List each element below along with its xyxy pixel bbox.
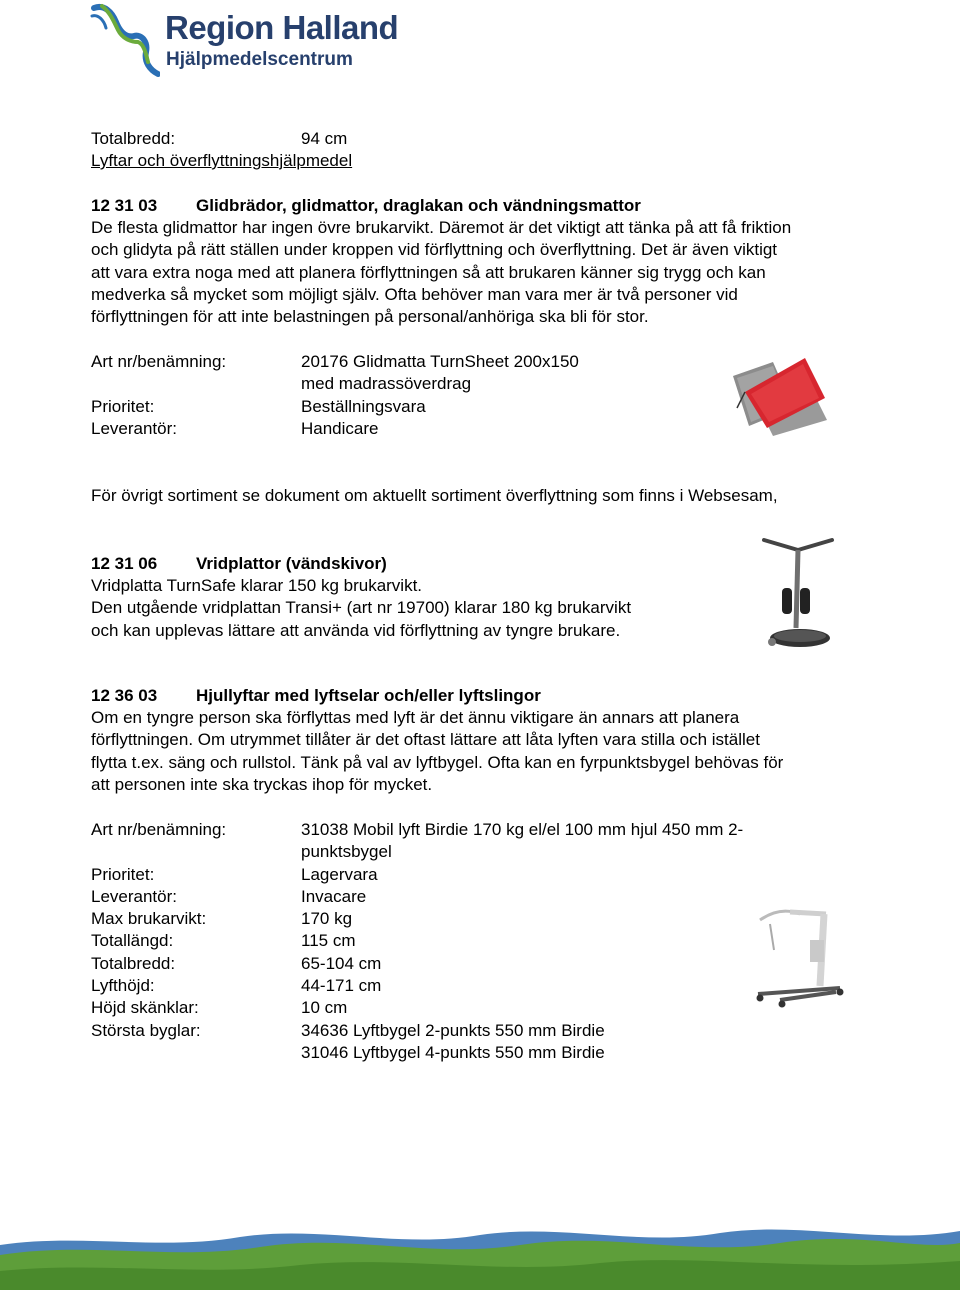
spec-label: Art nr/benämning: — [91, 820, 227, 839]
top-spec-row — [91, 128, 347, 150]
body-line: och kan upplevas lättare att använda vid förflyttning av tyngre brukare. — [91, 620, 621, 640]
logo-subtitle: Hjälpmedelscentrum — [166, 49, 353, 70]
body-line: Om en tyngre person ska förflyttas med lyft är det ännu viktigare än annars att planera — [91, 708, 740, 727]
spec-value: 10 cm — [301, 998, 348, 1018]
turntable-image — [752, 528, 842, 652]
body-line: förflyttningen. Om utrymmet tillåter är det oftast lättare att låta lyften vara stilla och istället — [91, 730, 760, 750]
spec-value: med madrassöverdrag — [301, 374, 472, 394]
spec-row — [91, 886, 743, 908]
spec-value: Lagervara — [301, 864, 378, 884]
spec-value: 31046 Lyftbygel 4-punkts 550 mm Birdie — [301, 1042, 605, 1062]
section-code: 12 31 06 — [91, 554, 158, 573]
spec-value: 115 cm — [301, 931, 356, 951]
logo-mark-icon — [90, 2, 160, 78]
spec-label: Art nr/benämning: — [91, 352, 227, 371]
section-title: Hjullyftar med lyftselar och/eller lyftslingor — [196, 686, 541, 705]
region-halland-logo — [90, 0, 410, 80]
spec-label: Lyfthöjd: — [91, 976, 155, 996]
logo-title: Region Halland — [165, 9, 399, 46]
spec-label: Höjd skänklar: — [91, 998, 199, 1018]
spec-label: Max brukarvikt: — [91, 909, 207, 929]
section-heading — [91, 685, 541, 707]
section-heading — [91, 195, 641, 217]
assortment-note: För övrigt sortiment se dokument om aktuellt sortiment överflyttning som finns i Websesam, — [91, 486, 778, 505]
glide-mat-image — [715, 348, 835, 438]
spec-value: Invacare — [301, 886, 367, 906]
spec-label: Största byglar: — [91, 1020, 201, 1040]
body-line: och glidyta på rätt ställen under kroppen vid förflyttning och överflyttning. Det är även viktigt — [91, 240, 778, 260]
lift-spec-table — [91, 819, 743, 1064]
section-title: Glidbrädor, glidmattor, draglakan och vändningsmattor — [196, 196, 641, 215]
spec-row — [91, 930, 743, 952]
body-line: att vara extra noga med att planera förflyttningen så att brukaren känner sig trygg och kan — [91, 262, 766, 282]
body-line: Vridplatta TurnSafe klarar 150 kg brukarvikt. — [91, 576, 423, 595]
spec-value: Beställningsvara — [301, 396, 426, 416]
spec-row — [91, 953, 743, 975]
section-body — [91, 707, 783, 796]
section-code: 12 36 03 — [91, 686, 158, 705]
body-line: att personen inte ska tryckas ihop för mycket. — [91, 774, 433, 794]
body-line: medverka så mycket som möjligt själv. Ofta behöver man vara mer är två personer vid — [91, 284, 738, 304]
body-line: De flesta glidmattor har ingen övre brukarvikt. Däremot är det viktigt att tänka på att få friktion — [91, 218, 792, 237]
section-title: Vridplattor (vändskivor) — [196, 554, 387, 573]
body-line: flytta t.ex. säng och rullstol. Tänk på val av lyftbygel. Ofta kan en fyrpunktsbygel behövas för — [91, 752, 784, 772]
spec-label: Leverantör: — [91, 418, 177, 438]
spec-row — [91, 841, 743, 863]
spec-row — [91, 997, 743, 1019]
spec-label: Totallängd: — [91, 931, 174, 951]
section-code: 12 31 03 — [91, 196, 158, 215]
spec-value: 44-171 cm — [301, 976, 382, 996]
spec-row — [91, 908, 743, 930]
spec-row — [91, 1042, 743, 1064]
spec-value: 34636 Lyftbygel 2-punkts 550 mm Birdie — [301, 1020, 605, 1040]
spec-label: Prioritet: — [91, 396, 155, 416]
section-body — [91, 575, 631, 642]
spec-value: 170 kg — [301, 909, 353, 929]
spec-value: 94 cm — [301, 129, 348, 148]
category-heading: Lyftar och överflyttningshjälpmedel — [91, 151, 353, 170]
spec-value: 31038 Mobil lyft Birdie 170 kg el/el 100 mm hjul 450 mm 2- — [301, 820, 744, 839]
spec-label: Totalbredd: — [91, 129, 176, 148]
spec-label: Totalbredd: — [91, 953, 176, 973]
spec-label: Leverantör: — [91, 886, 177, 906]
body-line: Den utgående vridplattan Transi+ (art nr 19700) klarar 180 kg brukarvikt — [91, 598, 632, 618]
spec-row — [91, 975, 743, 997]
spec-value: punktsbygel — [301, 842, 392, 862]
section-heading — [91, 553, 387, 575]
spec-value: 20176 Glidmatta TurnSheet 200x150 — [301, 352, 579, 371]
body-line: förflyttningen för att inte belastningen på personal/anhöriga ska bli för stor. — [91, 307, 649, 327]
spec-label: Prioritet: — [91, 864, 155, 884]
spec-row — [91, 864, 743, 886]
spec-row — [91, 819, 743, 841]
footer-wave-decoration — [0, 1215, 960, 1290]
spec-value: 65-104 cm — [301, 953, 382, 973]
patient-lift-image — [740, 900, 850, 1010]
section-body — [91, 217, 791, 328]
spec-value: Handicare — [301, 418, 379, 438]
product-spec — [91, 351, 579, 440]
spec-row — [91, 1020, 743, 1042]
